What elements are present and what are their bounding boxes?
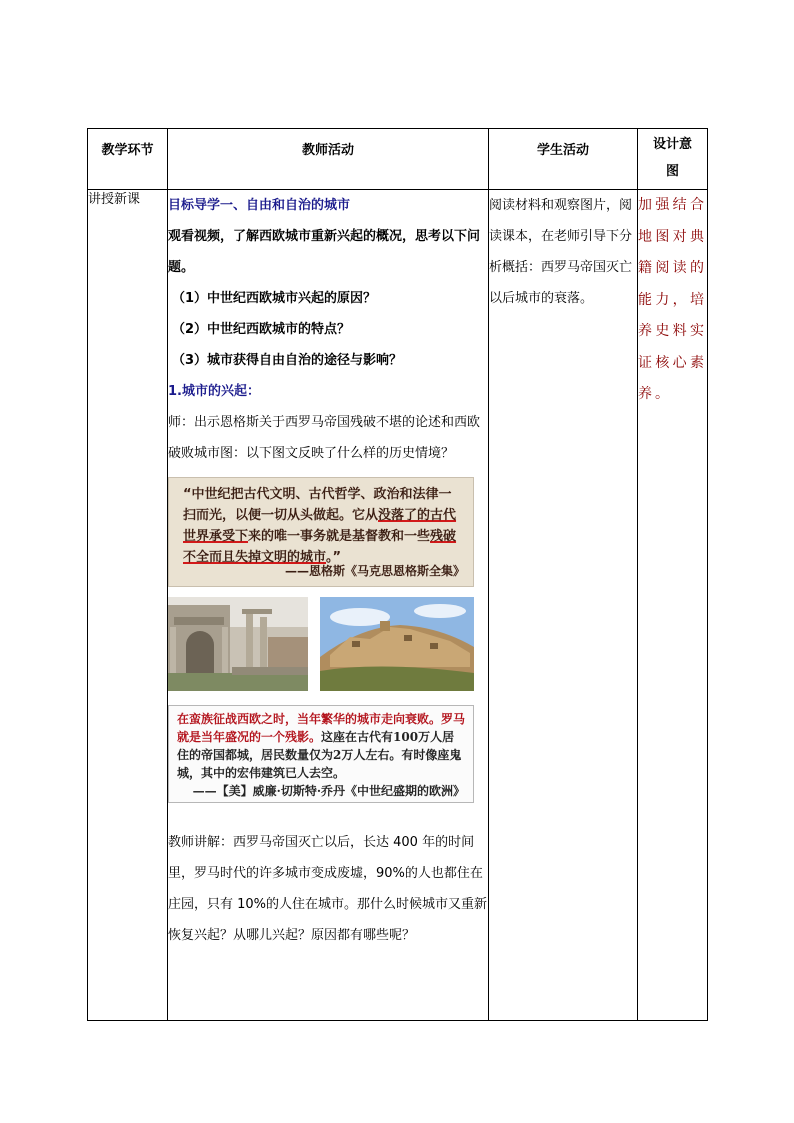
- teacher-activity-cell: [168, 190, 489, 1021]
- quote2-source: ——【美】威廉·切斯特·乔丹《中世纪盛期的欧洲》: [192, 784, 465, 798]
- quote1-source: ——恩格斯《马克思恩格斯全集》: [284, 564, 465, 578]
- header-teacher: 教师活动: [168, 129, 489, 190]
- header-intent: 设计意图: [638, 129, 708, 190]
- content-row: [88, 190, 708, 1021]
- teacher-show-text: 师：出示恩格斯关于西罗马帝国残破不堪的论述和西欧破败城市图：以下图文反映了什么样的历史情境？: [168, 415, 481, 461]
- jordan-quote-image: [168, 705, 474, 803]
- lecture-text: 教师讲解：西罗马帝国灭亡以后，长达 400 年的时间里，罗马时代的许多城市变成废墟，90%的人也都住在庄园，只有 10%的人住在城市。那什么时候城市又重新恢复兴起？从哪儿兴起？原因都有哪些呢？: [168, 835, 488, 943]
- quote1-part3: 。”: [326, 550, 342, 565]
- student-activity-cell: 阅读材料和观察图片，阅读课本，在老师引导下分析概括：西罗马帝国灭亡以后城市的衰落。: [489, 190, 638, 1021]
- hill-town-ruins-photo-icon: [320, 597, 474, 691]
- design-intent-cell: 加强结合地图对典籍阅读的能力，培养史料实证核心素养。: [638, 190, 708, 1021]
- roman-ruins-photo-icon: [168, 597, 308, 691]
- quote1-part2: 来的唯一事务就是基督教和一些: [248, 529, 431, 544]
- goal-title: 目标导学一、自由和自治的城市: [168, 198, 351, 213]
- quote1-underline2: 残破不全而且失掉文明的城市: [183, 529, 457, 565]
- header-student: 学生活动: [489, 129, 638, 190]
- header-row: [88, 129, 708, 190]
- ruins-photos: [168, 597, 474, 691]
- header-segment: 教学环节: [88, 129, 168, 190]
- quote2-red-text: 在蛮族征战西欧之时，当年繁华的城市走向衰败。罗马就是当年盛况的一个残影。: [177, 712, 466, 744]
- question-1: （1）中世纪西欧城市兴起的原因？: [172, 291, 377, 306]
- intro-text: 观看视频，了解西欧城市重新兴起的概况，思考以下问题。: [168, 229, 481, 275]
- quote1-part1: “中世纪把古代文明、古代哲学、政治和法律一扫而光，以便一切从头做起。它从: [183, 487, 452, 523]
- quote2-text: 这座在古代有100万人居住的帝国都城，居民数量仅为2万人左右。有时像座鬼城，其中的宏伟建筑已人去空。: [177, 730, 462, 780]
- question-3: （3）城市获得自由自治的途径与影响？: [172, 353, 403, 368]
- quote1-underline1: 没落了的古代世界承受下: [183, 508, 457, 544]
- question-2: （2）中世纪西欧城市的特点？: [172, 322, 351, 337]
- lesson-plan-table: [87, 128, 708, 1021]
- section-heading: 1.城市的兴起：: [168, 384, 260, 399]
- segment-cell: 讲授新课: [88, 190, 168, 1021]
- engels-quote-image: [168, 477, 474, 587]
